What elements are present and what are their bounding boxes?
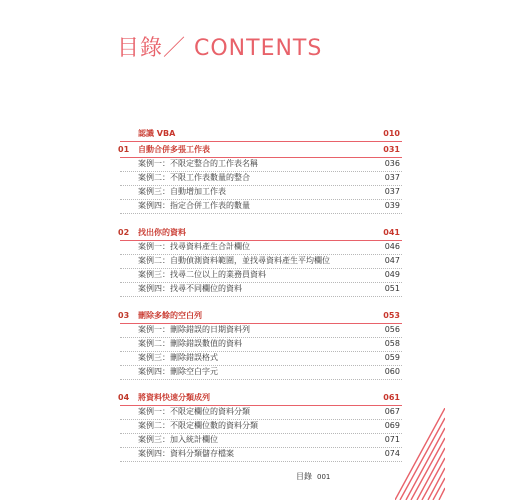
toc-chapter-row[interactable]	[120, 392, 402, 406]
toc-item-label: 案例四：指定合併工作表的數量	[138, 201, 250, 210]
chapter-number: 03	[118, 311, 130, 320]
toc-item-row[interactable]	[120, 172, 402, 186]
chapter-number: 02	[118, 228, 130, 237]
toc-item-page: 060	[384, 367, 400, 376]
page-footer	[296, 471, 330, 482]
toc-item-label: 案例二：不限工作表數量的整合	[138, 173, 250, 182]
toc-item-label: 案例一：不限定欄位的資料分類	[138, 407, 250, 416]
toc-item-row[interactable]	[120, 434, 402, 448]
toc-item-label: 案例三：找尋二位以上的業務員資料	[138, 270, 266, 279]
chapter-number: 04	[118, 393, 130, 402]
toc-item-row[interactable]	[120, 366, 402, 380]
toc-item-page: 074	[384, 449, 400, 458]
toc-item-label: 案例四：刪除空白字元	[138, 367, 218, 376]
toc-item-label: 案例一：刪除錯誤的日期資料列	[138, 325, 250, 334]
toc-item-row[interactable]	[120, 352, 402, 366]
chapter-title: 將資料快速分類成列	[138, 393, 210, 402]
toc-item-label: 案例三：加入統計欄位	[138, 435, 218, 444]
toc-item-page: 069	[384, 421, 400, 430]
page-title: 目錄／ CONTENTS	[117, 36, 323, 61]
toc-chapter-row[interactable]	[120, 227, 402, 241]
toc-item-row[interactable]	[120, 241, 402, 255]
toc-item-page: 067	[384, 407, 400, 416]
toc-chapter-row[interactable]	[120, 144, 402, 158]
toc-item-page: 051	[384, 284, 400, 293]
toc-item-label: 案例四：資料分類儲存檔案	[138, 449, 234, 458]
toc-item-page: 036	[384, 159, 400, 168]
toc-item-page: 039	[384, 201, 400, 210]
toc-item-row[interactable]	[120, 283, 402, 297]
footer-page-number: 001	[317, 473, 331, 481]
chapter-title: 找出你的資料	[138, 228, 186, 237]
decorative-stripes	[395, 408, 445, 500]
toc-item-row[interactable]	[120, 186, 402, 200]
toc-item-page: 056	[384, 325, 400, 334]
chapter-page: 053	[383, 311, 400, 320]
toc-intro-page: 010	[383, 129, 400, 138]
toc-item-row[interactable]	[120, 200, 402, 214]
toc-item-page: 058	[384, 339, 400, 348]
chapter-number: 01	[118, 145, 130, 154]
toc-item-label: 案例二：刪除錯誤數值的資料	[138, 339, 242, 348]
toc-item-page: 046	[384, 242, 400, 251]
chapter-page: 031	[383, 145, 400, 154]
toc-item-row[interactable]	[120, 406, 402, 420]
chapter-page: 041	[383, 228, 400, 237]
toc-item-row[interactable]	[120, 158, 402, 172]
toc-intro-label: 認識 VBA	[138, 129, 176, 138]
toc-item-row[interactable]	[120, 420, 402, 434]
toc-item-row[interactable]	[120, 324, 402, 338]
chapter-title: 刪除多餘的空白列	[138, 311, 202, 320]
toc-item-row[interactable]	[120, 338, 402, 352]
toc-item-row[interactable]	[120, 255, 402, 269]
toc-item-page: 037	[384, 187, 400, 196]
toc-item-row[interactable]	[120, 269, 402, 283]
toc-item-page: 049	[384, 270, 400, 279]
toc-item-label: 案例一：找尋資料產生合計欄位	[138, 242, 250, 251]
toc-intro-row[interactable]	[120, 128, 402, 142]
toc-item-page: 071	[384, 435, 400, 444]
footer-label: 目錄	[296, 472, 312, 481]
chapter-page: 061	[383, 393, 400, 402]
toc-item-label: 案例二：不限定欄位數的資料分類	[138, 421, 258, 430]
toc-item-label: 案例一：不限定整合的工作表名稱	[138, 159, 258, 168]
toc-item-page: 047	[384, 256, 400, 265]
toc-item-row[interactable]	[120, 448, 402, 462]
toc-item-label: 案例二：自動偵測資料範圍，並找尋資料產生平均欄位	[138, 256, 330, 265]
toc-item-page: 059	[384, 353, 400, 362]
toc-item-label: 案例四：找尋不同欄位的資料	[138, 284, 242, 293]
chapter-title: 自動合併多張工作表	[138, 145, 210, 154]
toc-item-page: 037	[384, 173, 400, 182]
toc-chapter-row[interactable]	[120, 310, 402, 324]
toc-item-label: 案例三：自動增加工作表	[138, 187, 226, 196]
toc-item-label: 案例三：刪除錯誤格式	[138, 353, 218, 362]
